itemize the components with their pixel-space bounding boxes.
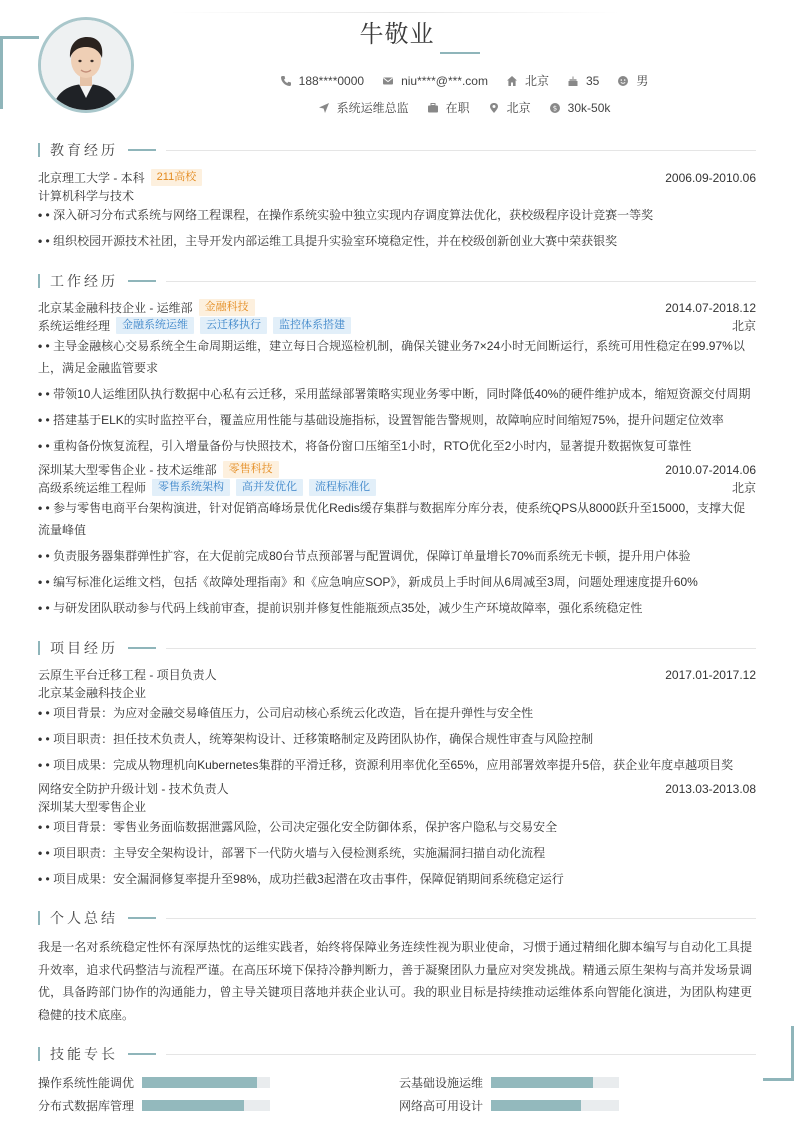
skill-name: 云基础设施运维 [399,1076,484,1090]
salary-text: 30k-50k [567,100,611,115]
skill-tag: 云迁移执行 [200,317,267,334]
name-underline [440,52,480,54]
list-item: • • 项目职责：担任技术负责人，统筹架构设计、迁移策略制定及跨团队协作，确保合规性审查与风险控制 [38,732,594,746]
skill-tag: 高并发优化 [236,479,303,496]
work-2-position-row [38,479,756,496]
section-education [38,142,756,158]
home-city-text: 北京 [524,74,549,88]
section-title-text: 项目经历 [50,640,118,656]
work-2-header [38,461,756,478]
project-org: 深圳某大型零售企业 [38,800,147,814]
cake-icon [567,75,579,87]
project-1-header [38,666,756,683]
section-skills [38,1046,756,1062]
skill-bar-fill [142,1100,244,1111]
project-2-org [38,798,756,815]
gender-text: 男 [636,74,649,88]
skill-name: 操作系统性能调优 [38,1076,135,1090]
target-position-text: 系统运维总监 [336,101,409,115]
skill-tag: 流程标准化 [309,479,376,496]
education-date: 2006.09-2010.06 [665,170,756,185]
status-text: 在职 [445,101,470,115]
list-item: • • 重构备份恢复流程，引入增量备份与快照技术，将备份窗口压缩至1小时，RTO优化至2小时内，显著提升数据恢复可靠性 [38,439,692,453]
target-city-text: 北京 [506,101,531,115]
mail-icon [382,75,394,87]
skill-item [38,1097,270,1114]
list-item: • • 主导金融核心交易系统全生命周期运维，建立每日合规巡检机制，确保关键业务7×24小时无间断运行，系统可用性稳定在99.97%以上，满足金融监管要求 [38,339,745,375]
list-item: • • 项目职责：主导安全架构设计，部署下一代防火墙与入侵检测系统，实施漏洞扫描自动化流程 [38,846,546,860]
list-item: • • 组织校园开源技术社团，主导开发内部运维工具提升实验室环境稳定性，并在校级创新创业大赛中荣获银奖 [38,234,618,248]
work-city: 北京 [731,481,756,495]
section-title-text: 工作经历 [50,273,118,289]
list-item: • • 项目成果：安全漏洞修复率提升至98%，成功拦截3起潜在攻击事件，保障促销期间系统稳定运行 [38,872,564,886]
skill-bar [142,1100,270,1111]
location-pin-icon [488,102,500,114]
job-intent-row [0,99,794,116]
company-name: 北京某金融科技企业 - 运维部 [38,301,193,315]
age-text: 35 [585,73,600,88]
summary-text: 我是一名对系统稳定性怀有深厚热忱的运维实践者，始终将保障业务连续性视为职业使命，习惯于通过精细化脚本编写与自动化工具提升效率，追求代码整洁与流程严谨。在高压环境下保持冷静判断力，善于凝聚团队力量应对突发挑战。精通云原生架构与高并发场景调优，具备跨部门协作的沟通能力，曾主导关键项目落地并获企业认可。我的职业目标是持续推动运维体系向智能化演进，为团队构建更稳健的技术底座。 [38,940,752,1022]
svg-text:$: $ [552,104,557,113]
section-work [38,273,756,289]
skill-tag: 零售系统架构 [152,479,230,496]
education-major [38,187,756,204]
list-item: • • 项目背景：零售业务面临数据泄露风险，公司决定强化安全防御体系，保护客户隐私与交易安全 [38,820,558,834]
info-phone [280,72,364,89]
list-item: • • 项目成果：完成从物理机向Kubernetes集群的平滑迁移，资源利用率优化至65%，应用部署效率提升5倍，获企业年度卓越项目奖 [38,758,734,772]
skill-bar-fill [491,1077,593,1088]
info-email [382,72,488,89]
major-text: 计算机科学与技术 [38,189,135,203]
home-icon [506,75,518,87]
project-org: 北京某金融科技企业 [38,686,147,700]
info-salary [549,99,611,116]
school-name: 北京理工大学 - 本科 [38,171,145,185]
section-title-text: 技能专长 [50,1046,118,1062]
corner-decoration-bottom-right [763,1026,794,1081]
list-item: • • 搭建基于ELK的实时监控平台，覆盖应用性能与基础设施指标，设置智能告警规则，故障响应时间缩短75%，提升问题定位效率 [38,413,724,427]
list-item: • • 与研发团队联动参与代码上线前审查，提前识别并修复性能瓶颈点35处，减少生产环境故障率，强化系统稳定性 [38,601,643,615]
phone-icon [280,75,292,87]
info-age [567,72,599,89]
phone-text: 188****0000 [298,73,365,88]
gender-icon [617,75,629,87]
project-title: 网络安全防护升级计划 - 技术负责人 [38,782,229,796]
skill-bar [142,1077,270,1088]
skill-name: 分布式数据库管理 [38,1099,135,1113]
work-1-header [38,299,756,316]
skill-bar-fill [142,1077,257,1088]
candidate-name: 牛敬业 [359,21,435,48]
briefcase-icon [427,102,439,114]
industry-tag: 零售科技 [223,461,279,478]
project-date: 2017.01-2017.12 [665,667,756,682]
skill-item [399,1074,619,1091]
education-header [38,169,756,186]
skill-tag: 金融系统运维 [116,317,194,334]
work-city: 北京 [731,319,756,333]
work-date: 2014.07-2018.12 [665,300,756,315]
position-text: 系统运维经理 [38,319,111,333]
project-1-org [38,684,756,701]
skill-tag: 监控体系搭建 [273,317,351,334]
skill-bar [491,1077,619,1088]
skill-item [399,1097,619,1114]
email-text: niu****@***.com [401,73,488,88]
section-summary [38,910,756,926]
info-target-position [318,99,409,116]
skill-bar-fill [491,1100,581,1111]
list-item: • • 深入研习分布式系统与网络工程课程，在操作系统实验中独立实现内存调度算法优化，获校级程序设计竞赛一等奖 [38,208,654,222]
list-item: • • 项目背景：为应对金融交易峰值压力，公司启动核心系统云化改造，旨在提升弹性与安全性 [38,706,534,720]
contact-info-row [0,72,794,89]
section-title-text: 个人总结 [50,910,118,926]
school-tag: 211高校 [151,169,203,186]
industry-tag: 金融科技 [199,299,255,316]
skill-name: 网络高可用设计 [399,1099,484,1113]
project-title: 云原生平台迁移工程 - 项目负责人 [38,668,217,682]
section-title-text: 教育经历 [50,142,118,158]
info-status [427,99,470,116]
list-item: • • 参与零售电商平台架构演进，针对促销高峰场景优化Redis缓存集群与数据库分库分表，使系统QPS从8000跃升至15000，支撑大促流量峰值 [38,501,746,537]
position-text: 高级系统运维工程师 [38,481,147,495]
info-target-city [488,99,531,116]
list-item: • • 负责服务器集群弹性扩容，在大促前完成80台节点预部署与配置调优，保障订单量增长70%而系统无卡顿，提升用户体验 [38,549,691,563]
project-date: 2013.03-2013.08 [665,781,756,796]
project-2-header [38,780,756,797]
work-date: 2010.07-2014.06 [665,462,756,477]
top-divider [170,12,620,13]
info-home [506,72,549,89]
skill-bar [491,1100,619,1111]
info-gender [617,72,648,89]
section-projects [38,640,756,656]
send-icon [318,102,330,114]
list-item: • • 带领10人运维团队执行数据中心私有云迁移，采用蓝绿部署策略实现业务零中断，同时降低40%的硬件维护成本，缩短资源交付周期 [38,387,751,401]
money-icon [549,102,561,114]
skill-item [38,1074,270,1091]
company-name: 深圳某大型零售企业 - 技术运维部 [38,463,217,477]
list-item: • • 编写标准化运维文档，包括《故障处理指南》和《应急响应SOP》，新成员上手时间从6周减至3周，问题处理速度提升60% [38,575,698,589]
work-1-position-row [38,317,756,334]
